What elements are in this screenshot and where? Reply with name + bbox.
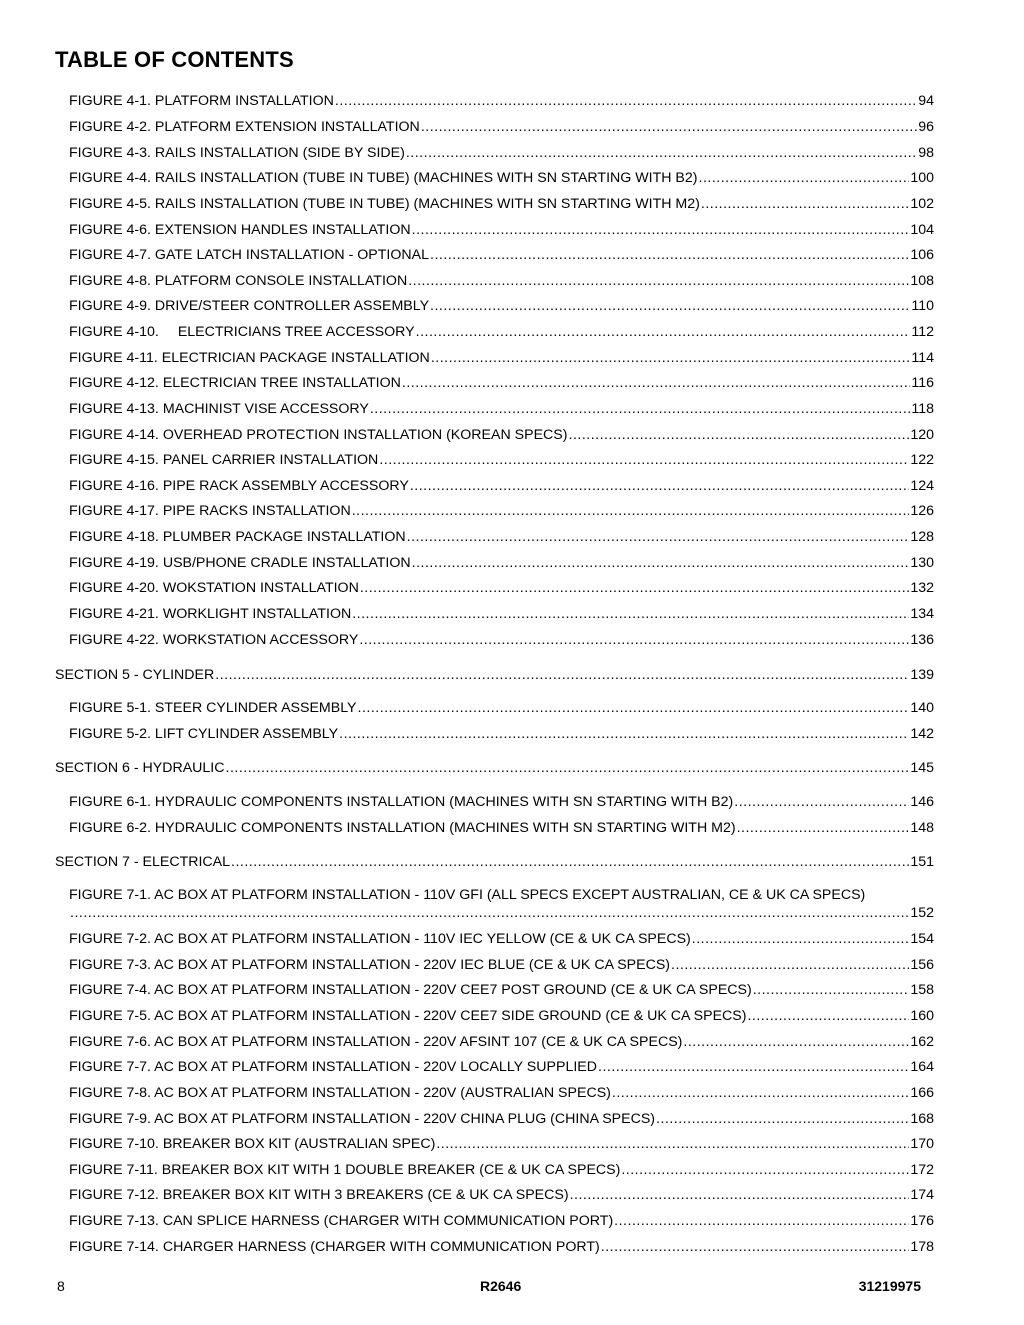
toc-entry-label: FIGURE 7-2. AC BOX AT PLATFORM INSTALLATION - 110V IEC YELLOW (CE & UK CA SPECS) (69, 931, 691, 947)
footer-doc-code: R2646 (480, 1278, 522, 1294)
toc-entry[interactable] (69, 1033, 934, 1051)
toc-entry-page: 160 (910, 1008, 934, 1024)
leader-dots (734, 793, 909, 811)
toc-entry-page: 118 (911, 401, 934, 417)
leader-dots (358, 699, 910, 717)
leader-dots (612, 1084, 909, 1102)
leader-dots (412, 221, 910, 239)
leader-dots (410, 477, 909, 495)
toc-entry[interactable] (69, 221, 934, 239)
leader-dots (226, 759, 910, 777)
toc-entry[interactable] (69, 426, 934, 444)
toc-entry-label: FIGURE 4-21. WORKLIGHT INSTALLATION (69, 606, 352, 622)
toc-entry-page: 124 (910, 478, 934, 494)
toc-entry[interactable] (69, 1212, 934, 1230)
leader-dots (699, 169, 910, 187)
leader-dots (569, 426, 910, 444)
toc-entry[interactable] (69, 981, 934, 999)
leader-dots (407, 528, 910, 546)
footer-page-number: 8 (57, 1278, 65, 1294)
toc-entry-page: 148 (910, 820, 934, 836)
toc-entry-label: FIGURE 7-6. AC BOX AT PLATFORM INSTALLATION - 220V AFSINT 107 (CE & UK CA SPECS) (69, 1034, 683, 1050)
toc-entry[interactable] (69, 349, 934, 367)
toc-entry[interactable] (69, 699, 934, 717)
toc-entry[interactable] (69, 246, 934, 264)
toc-entry[interactable] (69, 1238, 934, 1256)
toc-entry-label: FIGURE 4-12. ELECTRICIAN TREE INSTALLATION (69, 375, 401, 391)
toc-entry-page: 98 (918, 145, 934, 161)
toc-entry-label: SECTION 6 - HYDRAULIC (55, 760, 225, 776)
toc-entry-label: FIGURE 4-11. ELECTRICIAN PACKAGE INSTALLATION (69, 350, 430, 366)
toc-entry-page: 102 (910, 196, 934, 212)
toc-entry-page: 132 (910, 580, 934, 596)
leader-dots (671, 956, 909, 974)
toc-entry-label: FIGURE 4-5. RAILS INSTALLATION (TUBE IN TUBE) (MACHINES WITH SN STARTING WITH M2) (69, 196, 700, 212)
leader-dots (231, 853, 909, 871)
toc-entry-label: FIGURE 7-3. AC BOX AT PLATFORM INSTALLATION - 220V IEC BLUE (CE & UK CA SPECS) (69, 957, 671, 973)
toc-entry-page: 145 (910, 760, 934, 776)
toc-entry[interactable] (69, 451, 934, 469)
leader-dots (747, 1007, 909, 1025)
toc-entry-page: 140 (910, 700, 934, 716)
toc-entry-label: FIGURE 4-9. DRIVE/STEER CONTROLLER ASSEMBLY (69, 298, 430, 314)
leader-dots (379, 451, 909, 469)
toc-entry[interactable] (69, 1058, 934, 1076)
toc-entry-page: 110 (911, 298, 934, 314)
toc-entry-page: 164 (910, 1059, 934, 1075)
toc-entry-page: 96 (918, 119, 934, 135)
leader-dots (598, 1058, 909, 1076)
toc-entry-page: 130 (910, 555, 934, 571)
toc-entry-page: 170 (910, 1136, 934, 1152)
toc-entry-page: 120 (910, 427, 934, 443)
footer-part-number: 31219975 (858, 1278, 921, 1294)
toc-entry-page: 162 (910, 1034, 934, 1050)
toc-entry-label: FIGURE 7-10. BREAKER BOX KIT (AUSTRALIAN SPEC) (69, 1136, 436, 1152)
toc-entry-label: FIGURE 4-17. PIPE RACKS INSTALLATION (69, 503, 351, 519)
page-title: TABLE OF CONTENTS (55, 47, 294, 72)
leader-dots (436, 1135, 909, 1153)
toc-entry-label: FIGURE 7-13. CAN SPLICE HARNESS (CHARGER WITH COMMUNICATION PORT) (69, 1213, 614, 1229)
leader-dots (359, 631, 909, 649)
leader-dots (352, 502, 910, 520)
toc-entry-label: FIGURE 7-14. CHARGER HARNESS (CHARGER WITH COMMUNICATION PORT) (69, 1239, 600, 1255)
leader-dots (701, 195, 909, 213)
toc-entry-page: 104 (910, 222, 934, 238)
toc-entry-page: 100 (910, 170, 934, 186)
toc-entry-label: FIGURE 4-19. USB/PHONE CRADLE INSTALLATION (69, 555, 411, 571)
leader-dots (431, 349, 911, 367)
toc-entry[interactable] (69, 956, 934, 974)
toc-entry[interactable] (69, 323, 934, 341)
toc-entry-label: SECTION 5 - CYLINDER (55, 667, 215, 683)
leader-dots (70, 904, 909, 922)
leader-dots (570, 1186, 910, 1204)
toc-entry[interactable] (69, 1186, 934, 1204)
toc-section-entry[interactable] (55, 853, 934, 871)
toc-entry-page: 112 (911, 324, 934, 340)
toc-section-entry[interactable] (55, 759, 934, 777)
toc-entry-page: 156 (910, 957, 934, 973)
leader-dots (421, 118, 917, 136)
toc-entry-label: FIGURE 4-7. GATE LATCH INSTALLATION - OPTIONAL (69, 247, 429, 263)
toc-entry-label: FIGURE 4-22. WORKSTATION ACCESSORY (69, 632, 359, 648)
leader-dots (339, 725, 909, 743)
toc-entry[interactable] (69, 605, 934, 623)
toc-entry-label: FIGURE 6-1. HYDRAULIC COMPONENTS INSTALLATION (MACHINES WITH SN STARTING WITH B2) (69, 794, 734, 810)
toc-entry[interactable] (69, 400, 934, 418)
toc-entry-label: FIGURE 7-1. AC BOX AT PLATFORM INSTALLATION - 110V GFI (ALL SPECS EXCEPT AUSTRALIAN, CE & UK CA SPECS) (69, 887, 866, 903)
toc-entry-label: FIGURE 7-12. BREAKER BOX KIT WITH 3 BREAKERS (CE & UK CA SPECS) (69, 1187, 569, 1203)
leader-dots (753, 981, 910, 999)
toc-entry[interactable] (69, 554, 934, 572)
toc-entry[interactable] (69, 819, 934, 837)
toc-entry-page: 114 (911, 350, 934, 366)
toc-entry-label: FIGURE 4-10. (69, 324, 159, 340)
toc-entry-label: FIGURE 4-2. PLATFORM EXTENSION INSTALLATION (69, 119, 420, 135)
toc-entry-label: FIGURE 4-14. OVERHEAD PROTECTION INSTALLATION (KOREAN SPECS) (69, 427, 568, 443)
toc-entry[interactable] (69, 631, 934, 649)
toc-entry[interactable] (69, 1007, 934, 1025)
toc-entry-page: 154 (910, 931, 934, 947)
toc-entry-page: 146 (910, 794, 934, 810)
toc-entry[interactable] (69, 1110, 934, 1128)
toc-entry-label: FIGURE 4-15. PANEL CARRIER INSTALLATION (69, 452, 379, 468)
toc-entry-page: 151 (910, 854, 934, 870)
toc-entry-label: FIGURE 4-4. RAILS INSTALLATION (TUBE IN TUBE) (MACHINES WITH SN STARTING WITH B2) (69, 170, 698, 186)
leader-dots (412, 554, 910, 572)
toc-entry-label: FIGURE 7-5. AC BOX AT PLATFORM INSTALLATION - 220V CEE7 SIDE GROUND (CE & UK CA SPECS) (69, 1008, 747, 1024)
toc-entry[interactable] (69, 92, 934, 110)
toc-entry-page: 116 (911, 375, 934, 391)
toc-entry-page: 178 (910, 1239, 934, 1255)
toc-entry-label: FIGURE 7-4. AC BOX AT PLATFORM INSTALLATION - 220V CEE7 POST GROUND (CE & UK CA SPECS) (69, 982, 752, 998)
leader-dots (430, 297, 910, 315)
toc-entry[interactable] (69, 502, 934, 520)
toc-entry-page: 122 (910, 452, 934, 468)
toc-entry[interactable] (69, 272, 934, 290)
leader-dots (621, 1161, 909, 1179)
toc-entry-label: FIGURE 7-8. AC BOX AT PLATFORM INSTALLATION - 220V (AUSTRALIAN SPECS) (69, 1085, 611, 1101)
leader-dots (683, 1033, 909, 1051)
toc-entry-label: FIGURE 4-18. PLUMBER PACKAGE INSTALLATION (69, 529, 406, 545)
toc-entry-label: FIGURE 5-2. LIFT CYLINDER ASSEMBLY (69, 726, 339, 742)
toc-entry[interactable] (69, 297, 934, 315)
toc-entry-page: 166 (910, 1085, 934, 1101)
leader-dots (656, 1110, 909, 1128)
toc-entry[interactable] (69, 1135, 934, 1153)
toc-entry[interactable] (69, 118, 934, 136)
leader-dots (370, 400, 911, 418)
leader-dots (601, 1238, 910, 1256)
toc-entry-page: 142 (910, 726, 934, 742)
toc-entry-page: 168 (910, 1111, 934, 1127)
toc-entry[interactable] (69, 904, 934, 922)
leader-dots (430, 246, 909, 264)
toc-entry-page: 158 (910, 982, 934, 998)
leader-dots (692, 930, 910, 948)
toc-entry-label: FIGURE 4-20. WOKSTATION INSTALLATION (69, 580, 359, 596)
toc-entry-label: FIGURE 4-8. PLATFORM CONSOLE INSTALLATION (69, 273, 408, 289)
toc-entry[interactable] (69, 930, 934, 948)
toc-entry-label: FIGURE 4-13. MACHINIST VISE ACCESSORY (69, 401, 369, 417)
leader-dots (215, 666, 909, 684)
toc-entry-page: 126 (910, 503, 934, 519)
toc-entry[interactable] (69, 579, 934, 597)
toc-entry-page: 136 (910, 632, 934, 648)
toc-entry-page: 139 (910, 667, 934, 683)
toc-entry-page: 128 (910, 529, 934, 545)
leader-dots (352, 605, 909, 623)
toc-entry-page: 172 (910, 1162, 934, 1178)
leader-dots (416, 323, 911, 341)
toc-entry-label: FIGURE 4-3. RAILS INSTALLATION (SIDE BY SIDE) (69, 145, 405, 161)
toc-entry-label: SECTION 7 - ELECTRICAL (55, 854, 231, 870)
page-footer (0, 1278, 1024, 1298)
toc-entry[interactable] (69, 195, 934, 213)
toc-entry[interactable] (69, 725, 934, 743)
toc-entry[interactable] (69, 477, 934, 495)
toc-entry-label: FIGURE 7-9. AC BOX AT PLATFORM INSTALLATION - 220V CHINA PLUG (CHINA SPECS) (69, 1111, 656, 1127)
toc-section-entry[interactable] (55, 666, 934, 684)
toc-entry-page: 152 (910, 905, 934, 921)
leader-dots (406, 144, 917, 162)
toc-entry[interactable] (69, 528, 934, 546)
leader-dots (614, 1212, 909, 1230)
toc-entry-label: FIGURE 7-11. BREAKER BOX KIT WITH 1 DOUBLE BREAKER (CE & UK CA SPECS) (69, 1162, 621, 1178)
toc-entry-label: FIGURE 5-1. STEER CYLINDER ASSEMBLY (69, 700, 357, 716)
toc-entry-page: 94 (918, 93, 934, 109)
toc-entry[interactable] (69, 144, 934, 162)
toc-entry[interactable] (69, 1084, 934, 1102)
toc-entry[interactable] (69, 793, 934, 811)
leader-dots (737, 819, 910, 837)
toc-entry[interactable] (69, 374, 934, 392)
leader-dots (335, 92, 917, 110)
toc-entry-label: FIGURE 4-6. EXTENSION HANDLES INSTALLATION (69, 222, 411, 238)
leader-dots (408, 272, 909, 290)
leader-dots (360, 579, 909, 597)
toc-entry-page: 134 (910, 606, 934, 622)
leader-dots (402, 374, 910, 392)
toc-entry-page: 106 (910, 247, 934, 263)
toc-entry-label: FIGURE 4-1. PLATFORM INSTALLATION (69, 93, 334, 109)
toc-entry[interactable] (69, 1161, 934, 1179)
toc-entry-label: FIGURE 7-7. AC BOX AT PLATFORM INSTALLATION - 220V LOCALLY SUPPLIED (69, 1059, 597, 1075)
toc-entry[interactable] (69, 169, 934, 187)
toc-entry-label: ELECTRICIANS TREE ACCESSORY (177, 324, 415, 340)
toc-entry-page: 174 (910, 1187, 934, 1203)
toc-entry-page: 176 (910, 1213, 934, 1229)
toc-entry-label: FIGURE 6-2. HYDRAULIC COMPONENTS INSTALLATION (MACHINES WITH SN STARTING WITH M2) (69, 820, 736, 836)
toc-entry-label: FIGURE 4-16. PIPE RACK ASSEMBLY ACCESSORY (69, 478, 409, 494)
toc-entry-page: 108 (910, 273, 934, 289)
